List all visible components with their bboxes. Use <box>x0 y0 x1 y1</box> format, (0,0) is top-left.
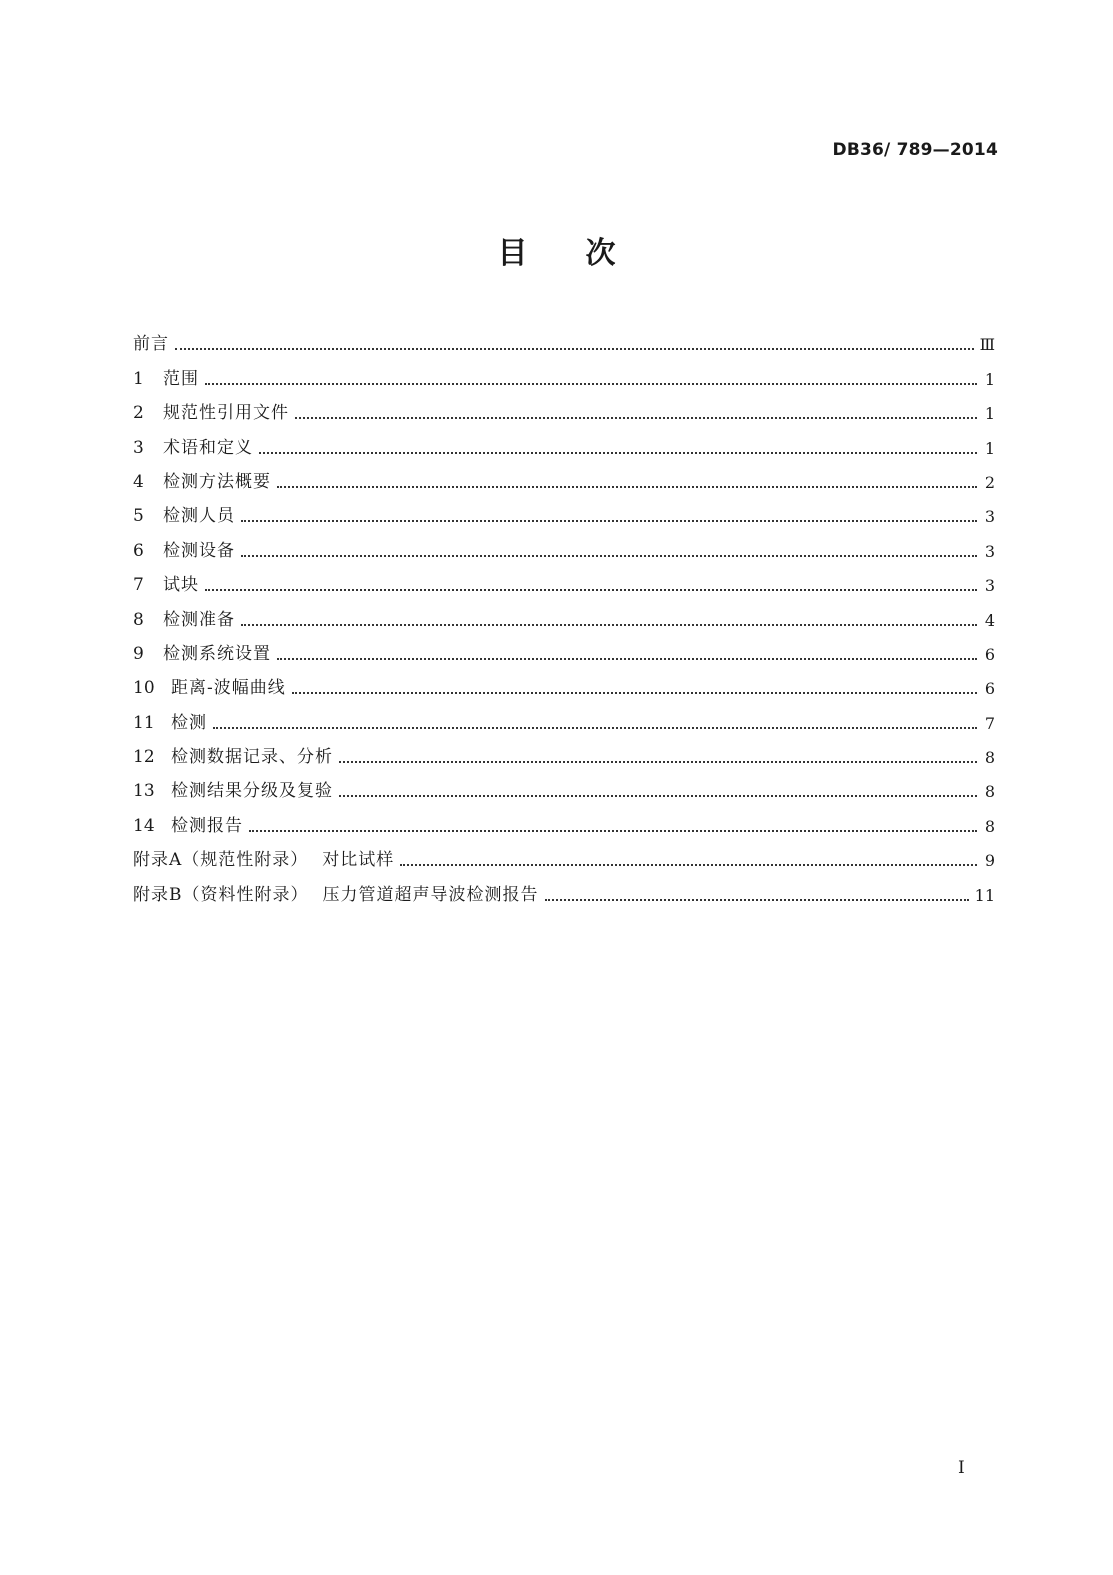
toc-entry-page: 3 <box>984 541 995 561</box>
toc-entry-label: 试块 <box>163 575 199 596</box>
toc-entry-14[interactable] <box>133 801 995 835</box>
toc-entry-page: 4 <box>984 610 995 630</box>
toc-entry-label: 检测准备 <box>163 609 235 630</box>
toc-entry-5[interactable] <box>133 492 995 526</box>
toc-entry-page: 9 <box>984 851 995 871</box>
toc-entry-label: 检测结果分级及复验 <box>171 781 333 802</box>
dot-leader <box>175 347 974 350</box>
dot-leader <box>213 726 977 729</box>
toc-entry-number: 3 <box>133 437 144 458</box>
toc-entry-label: 距离-波幅曲线 <box>171 678 286 699</box>
dot-leader <box>400 863 977 866</box>
toc-entry-3[interactable] <box>133 423 995 457</box>
toc-entry-page: 8 <box>984 748 995 768</box>
toc-entry-label: 附录B（资料性附录） <box>133 884 309 905</box>
toc-entry-label: 检测 <box>171 712 207 733</box>
toc-entry-page: 8 <box>984 816 995 836</box>
page-title: 目次 <box>497 236 674 271</box>
dot-leader <box>277 485 977 488</box>
toc-entry-number: 12 <box>133 747 155 768</box>
dot-leader <box>277 657 977 660</box>
dot-leader <box>292 691 977 694</box>
toc-entry-sublabel: 压力管道超声导波检测报告 <box>322 884 539 905</box>
dot-leader <box>545 898 969 901</box>
page-number: I <box>958 1458 965 1478</box>
toc-entry-page: 1 <box>984 369 995 389</box>
dot-leader <box>205 588 977 591</box>
toc-entry-appendix-b[interactable] <box>133 870 995 904</box>
dot-leader <box>241 554 977 557</box>
toc-entry-page: 6 <box>984 679 995 699</box>
table-of-contents <box>133 320 995 905</box>
toc-entry-number: 2 <box>133 403 144 424</box>
toc-entry-8[interactable] <box>133 595 995 629</box>
toc-entry-sublabel: 对比试样 <box>322 850 395 871</box>
dot-leader <box>241 623 977 626</box>
toc-entry-9[interactable] <box>133 630 995 664</box>
toc-entry-7[interactable] <box>133 561 995 595</box>
dot-leader <box>241 519 977 522</box>
toc-entry-page: 6 <box>984 644 995 664</box>
toc-entry-page: 1 <box>984 438 995 458</box>
toc-entry-page: 3 <box>984 507 995 527</box>
toc-entry-label: 检测报告 <box>171 815 243 836</box>
toc-entry-13[interactable] <box>133 767 995 801</box>
dot-leader <box>249 829 977 832</box>
dot-leader <box>259 451 977 454</box>
toc-entry-number: 8 <box>133 609 144 630</box>
dot-leader <box>295 416 977 419</box>
dot-leader <box>205 382 977 385</box>
toc-entry-label: 术语和定义 <box>163 437 253 458</box>
dot-leader <box>339 760 977 763</box>
toc-entry-label: 检测设备 <box>163 540 235 561</box>
toc-entry-number: 13 <box>133 781 155 802</box>
toc-entry-page: Ⅲ <box>979 335 995 355</box>
toc-entry-foreword[interactable] <box>133 320 995 354</box>
toc-entry-label: 检测系统设置 <box>163 643 271 664</box>
toc-entry-4[interactable] <box>133 458 995 492</box>
toc-entry-number: 4 <box>133 471 144 492</box>
toc-entry-2[interactable] <box>133 389 995 423</box>
toc-entry-page: 2 <box>984 472 995 492</box>
toc-entry-page: 11 <box>974 885 995 905</box>
toc-entry-label: 检测数据记录、分析 <box>171 747 333 768</box>
toc-entry-10[interactable] <box>133 664 995 698</box>
toc-entry-number: 6 <box>133 540 144 561</box>
toc-entry-number: 9 <box>133 643 144 664</box>
toc-entry-1[interactable] <box>133 354 995 388</box>
toc-entry-label: 检测人员 <box>163 506 235 527</box>
toc-entry-appendix-a[interactable] <box>133 836 995 870</box>
toc-entry-12[interactable] <box>133 733 995 767</box>
standard-code: DB36/ 789—2014 <box>832 140 998 160</box>
toc-entry-label: 前言 <box>133 334 169 355</box>
toc-entry-11[interactable] <box>133 698 995 732</box>
toc-entry-page: 8 <box>984 782 995 802</box>
toc-entry-page: 7 <box>984 713 995 733</box>
toc-entry-label: 规范性引用文件 <box>163 403 289 424</box>
toc-entry-number: 1 <box>133 368 144 389</box>
toc-entry-number: 10 <box>133 678 155 699</box>
toc-entry-6[interactable] <box>133 526 995 560</box>
toc-entry-label: 检测方法概要 <box>163 471 271 492</box>
toc-entry-number: 5 <box>133 506 144 527</box>
toc-entry-number: 7 <box>133 575 144 596</box>
toc-entry-number: 11 <box>133 712 155 733</box>
toc-entry-label: 范围 <box>163 368 199 389</box>
toc-entry-number: 14 <box>133 815 155 836</box>
toc-entry-label: 附录A（规范性附录） <box>133 850 309 871</box>
dot-leader <box>339 794 977 797</box>
toc-entry-page: 3 <box>984 576 995 596</box>
toc-entry-page: 1 <box>984 404 995 424</box>
